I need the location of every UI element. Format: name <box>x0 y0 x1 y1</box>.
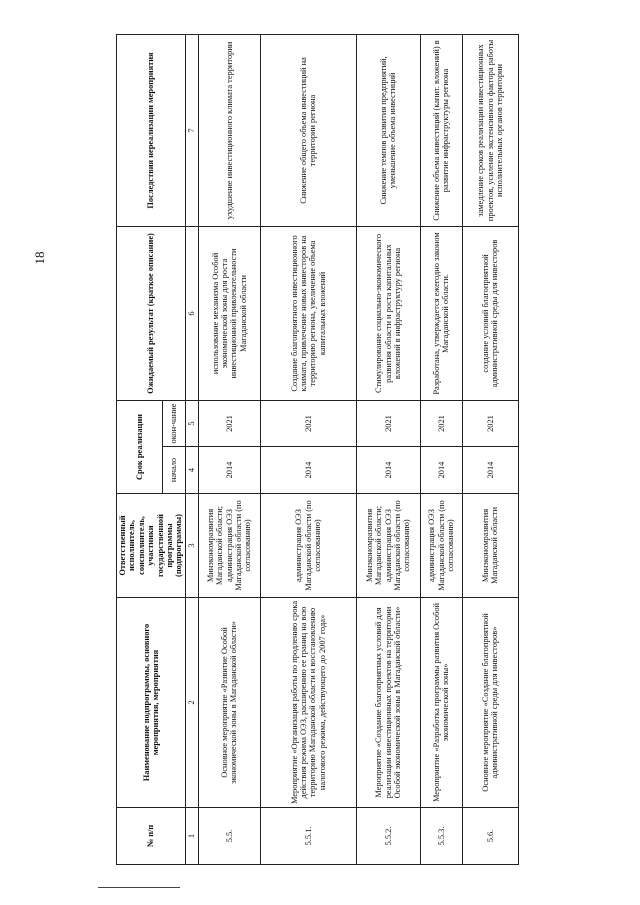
column-number: 4 <box>185 447 198 494</box>
header-term-end: окон-чание <box>162 400 185 446</box>
header-num: № п/п <box>117 808 186 865</box>
row-end: 2021 <box>420 400 462 446</box>
row-consequences: замедление сроков реализации инвестиционных проектов, усиление экстенсивного фактора работы исполнительных органов территории <box>462 34 518 226</box>
row-responsible: администрация ОЭЗ Магаданской области (по согласованию) <box>420 494 462 598</box>
row-name: Основное мероприятие «Развитие Особой экономической зоны в Магаданской области» <box>198 598 260 808</box>
table-row <box>356 34 420 864</box>
header-name: Наименование подпрограммы, основного мероприятия, мероприятия <box>117 598 186 808</box>
row-start: 2014 <box>420 447 462 494</box>
page-number: 18 <box>32 251 47 265</box>
row-end: 2021 <box>356 400 420 446</box>
header-term-start: начало <box>162 447 185 494</box>
row-end: 2021 <box>260 400 356 446</box>
row-end: 2021 <box>462 400 518 446</box>
header-term: Срок реализации <box>117 400 163 493</box>
row-result: создание условий благоприятной административной среды для инвесторов <box>462 226 518 400</box>
header-responsible: Ответственный исполнитель, соисполнитель, участники государственной программы (подпрограммы) <box>117 494 186 598</box>
table-row <box>198 34 260 864</box>
row-result: Создание благоприятного инвестиционного климата, привлечение новых инвесторов на территорию региона, увеличение объема капитальных вложений <box>260 226 356 400</box>
row-result: использование механизма Особой экономической зоны для роста инвестиционной привлекательности Магаданской области <box>198 226 260 400</box>
row-responsible: Минэкономразвития Магаданской области; администрация ОЭЗ Магаданской области (по согласованию) <box>198 494 260 598</box>
row-start: 2014 <box>462 447 518 494</box>
row-responsible: администрация ОЭЗ Магаданской области (по согласованию) <box>260 494 356 598</box>
row-consequences: Снижение объема инвестиций (капит. вложений) в развитие инфраструктуры региона <box>420 34 462 226</box>
column-number: 2 <box>185 598 198 808</box>
row-result: Стимулирование социально-экономического развития области и роста капитальных вложений в инфраструктуру региона <box>356 226 420 400</box>
row-name: Мероприятие «Создание благоприятных условий для реализации инвестиционных проектов на территории Особой экономической зоны в Магаданской области» <box>356 598 420 808</box>
row-consequences: Снижение темпов развития предприятий, уменьшение объема инвестиций <box>356 34 420 226</box>
column-number: 3 <box>185 494 198 598</box>
row-start: 2014 <box>260 447 356 494</box>
row-num: 5.6. <box>462 808 518 865</box>
measures-table <box>116 34 519 865</box>
column-number: 6 <box>185 226 198 400</box>
row-num: 5.5.2. <box>356 808 420 865</box>
table-row <box>462 34 518 864</box>
row-name: Мероприятие «Организация работы по продлению срока действия режима ОЭЗ, расширению ее границ на всю территорию Магаданской области и восстановлению налогового режима, действующего до 2007 года» <box>260 598 356 808</box>
row-consequences: Снижение общего объема инвестиций на территории региона <box>260 34 356 226</box>
row-num: 5.5. <box>198 808 260 865</box>
row-start: 2014 <box>198 447 260 494</box>
column-number: 7 <box>185 34 198 226</box>
row-name: Основное мероприятие «Создание благоприятной административной среды для инвесторов» <box>462 598 518 808</box>
row-responsible: Минэкономразвития Магаданской области; администрация ОЭЗ Магаданской области (по согласованию) <box>356 494 420 598</box>
header-consequences: Последствия нереализации мероприятия <box>117 34 186 226</box>
row-consequences: ухудшение инвестиционного климата территории <box>198 34 260 226</box>
column-number: 5 <box>185 400 198 446</box>
row-num: 5.5.1. <box>260 808 356 865</box>
row-result: Разработана, утверждается ежегодно законом Магаданской области. <box>420 226 462 400</box>
column-number: 1 <box>185 808 198 865</box>
footnote-divider <box>98 887 180 888</box>
row-start: 2014 <box>356 447 420 494</box>
table-row <box>420 34 462 864</box>
row-name: Мероприятие «Разработка программы развития Особой экономической зоны» <box>420 598 462 808</box>
row-num: 5.5.3. <box>420 808 462 865</box>
header-result: Ожидаемый результат (краткое описание) <box>117 226 186 400</box>
row-end: 2021 <box>198 400 260 446</box>
rotated-table-wrapper <box>116 35 508 865</box>
table-row <box>260 34 356 864</box>
row-responsible: Минэкономразвития Магаданской области <box>462 494 518 598</box>
